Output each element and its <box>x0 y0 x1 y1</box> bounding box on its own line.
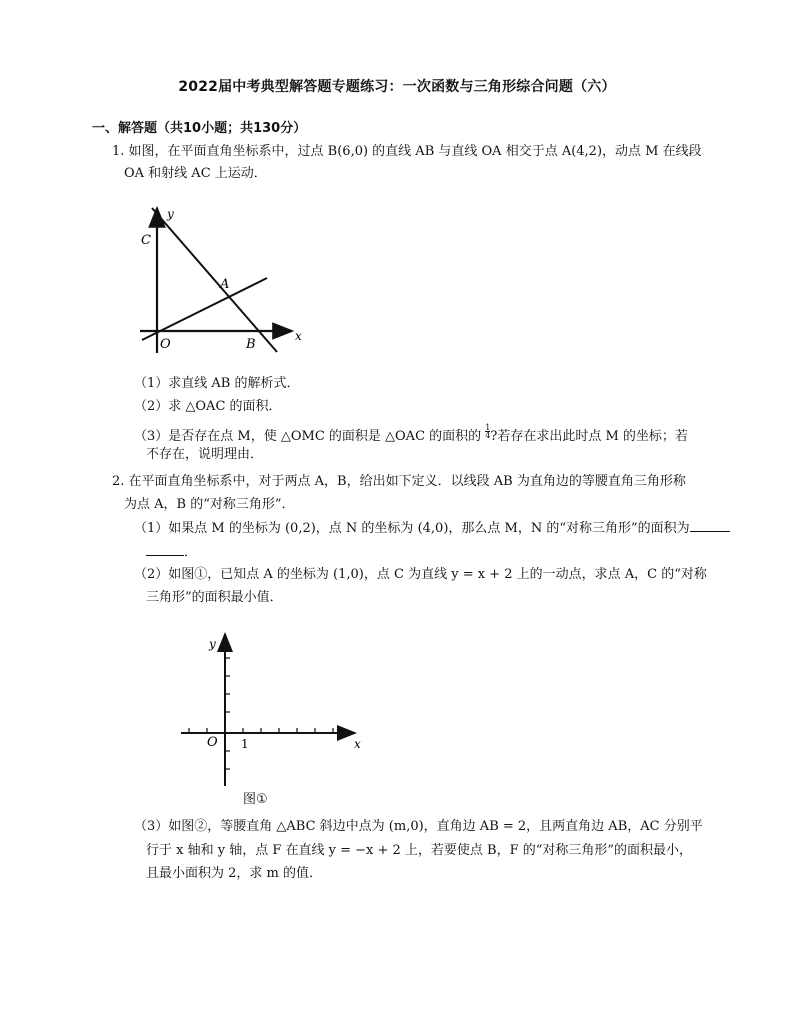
answer-blank-cont <box>146 543 184 556</box>
q2-label-1: 1 <box>241 737 249 751</box>
q2-sub1-line1 <box>134 519 730 538</box>
q1-label-b: B <box>246 337 256 352</box>
q2-sub1-text: （1）如果点 M 的坐标为 (0,2)，点 N 的坐标为 (4,0)，那么点 M，N 的“对称三角形”的面积为 <box>134 521 690 536</box>
q2-sub1-line2 <box>146 543 197 562</box>
q2-stem-line1: 2. 在平面直角坐标系中，对于两点 A，B，给出如下定义．以线段 AB 为直角边的等腰直角三角形称 <box>112 474 686 489</box>
q1-part3-line2: 不存在，说明理由． <box>146 447 264 462</box>
answer-blank <box>690 519 730 532</box>
q1-part3-post: ?若存在求出此时点 M 的坐标；若 <box>490 429 688 444</box>
q1-part3-pre: （3）是否存在点 M，使 △OMC 的面积是 △OAC 的面积的 <box>134 429 486 444</box>
q1-part2: （2）求 △OAC 的面积． <box>134 399 282 414</box>
figure-1-caption: 图① <box>243 792 268 807</box>
q1-figure <box>130 200 310 360</box>
q2-sub3-line2: 行于 x 轴和 y 轴，点 F 在直线 y = −x + 2 上，若要使点 B，F 的“对称三角形”的面积最小， <box>146 843 693 858</box>
q2-figure <box>175 628 375 790</box>
q1-part1: （1）求直线 AB 的解析式． <box>134 376 300 391</box>
q2-label-o: O <box>207 735 218 750</box>
q1-label-a: A <box>220 277 230 292</box>
q2-sub3-line1: （3）如图②，等腰直角 △ABC 斜边中点为 (m,0)，直角边 AB = 2，且两直角边 AB，AC 分别平 <box>134 819 703 834</box>
section-heading: 一、解答题（共10小题；共130分） <box>92 121 307 136</box>
fraction-denominator: 4 <box>485 431 491 440</box>
q1-stem-line1: 1. 如图，在平面直角坐标系中，过点 B(6,0) 的直线 AB 与直线 OA 相交于点 A(4,2)，动点 M 在线段 <box>112 144 702 159</box>
q2-label-y: y <box>209 637 216 651</box>
q1-label-c: C <box>141 233 151 248</box>
q2-sub2-line2: 三角形”的面积最小值． <box>146 590 283 605</box>
page-title: 2022届中考典型解答题专题练习：一次函数与三角形综合问题（六） <box>178 79 616 95</box>
q2-sub2-line1: （2）如图①，已知点 A 的坐标为 (1,0)，点 C 为直线 y = x + 2 上的一动点，求点 A，C 的“对称 <box>134 567 707 582</box>
q1-label-y: y <box>167 207 174 221</box>
q2-sub3-line3: 且最小面积为 2，求 m 的值． <box>146 866 322 881</box>
q1-label-o: O <box>160 337 171 352</box>
q1-label-x: x <box>295 329 302 343</box>
q1-part3 <box>134 424 688 446</box>
fraction-numerator: 1 <box>485 423 491 432</box>
q2-label-x: x <box>354 737 361 751</box>
q1-stem-line2: OA 和射线 AC 上运动． <box>124 166 267 181</box>
q2-stem-line2: 为点 A，B 的“对称三角形”． <box>124 497 295 512</box>
q2-sub1-end: ． <box>184 545 198 560</box>
